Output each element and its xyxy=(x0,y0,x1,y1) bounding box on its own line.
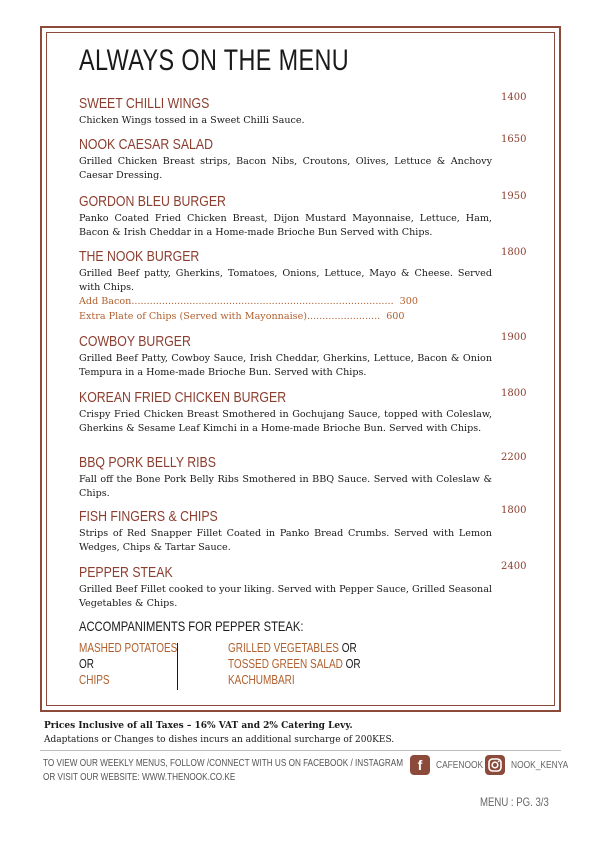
item-description: Grilled Beef Fillet cooked to your liking. Served with Pepper Sauce, Grilled Seasonal Vegetables & Chips. xyxy=(79,584,492,609)
visit-note xyxy=(43,756,403,784)
item-description: Strips of Red Snapper Fillet Coated in Panko Bread Crumbs. Served with Lemon Wedges, Chips & Tartar Sauce. xyxy=(79,528,492,553)
item-addon xyxy=(79,310,492,325)
item-description: Grilled Beef Patty, Cowboy Sauce, Irish Cheddar, Gherkins, Lettuce, Bacon & Onion Tempura in a Home-made Brioche Bun. Served with Chips. xyxy=(79,353,492,378)
menu-item xyxy=(79,193,492,240)
menu-item xyxy=(79,136,492,183)
item-name: BBQ PORK BELLY RIBS xyxy=(79,454,216,471)
item-description: Grilled Chicken Breast strips, Bacon Nibs, Croutons, Olives, Lettuce & Anchovy Caesar Dressing. xyxy=(79,156,492,181)
addon-price: 300 xyxy=(399,296,418,307)
item-price: 1650 xyxy=(501,134,527,145)
item-name: THE NOOK BURGER xyxy=(79,248,200,265)
or-label: OR xyxy=(345,657,361,671)
menu-item xyxy=(79,333,492,380)
visit-line-1: TO VIEW OUR WEEKLY MENUS, FOLLOW /CONNECT WITH US ON FACEBOOK / INSTAGRAM xyxy=(43,757,404,769)
item-name: KOREAN FRIED CHICKEN BURGER xyxy=(79,389,287,406)
item-price: 2400 xyxy=(501,561,527,572)
or-label: OR xyxy=(341,641,357,655)
item-price: 1800 xyxy=(501,247,527,258)
facebook-icon: f xyxy=(410,755,430,775)
accompaniment-option: TOSSED GREEN SALAD xyxy=(228,657,343,671)
item-description: Grilled Beef patty, Gherkins, Tomatoes, Onions, Lettuce, Mayo & Cheese. Served with Chips. xyxy=(79,268,492,293)
accompaniments-divider xyxy=(177,643,178,690)
addon-label: Add Bacon xyxy=(79,296,132,307)
item-description: Panko Coated Fried Chicken Breast, Dijon Mustard Mayonnaise, Lettuce, Ham, Bacon & Irish Cheddar in a Home-made Brioche Bun Served with Chips. xyxy=(79,213,492,238)
menu-item xyxy=(79,389,492,436)
menu-item xyxy=(79,454,492,501)
item-name: NOOK CAESAR SALAD xyxy=(79,136,213,153)
item-name: GORDON BLEU BURGER xyxy=(79,193,226,210)
item-description: Chicken Wings tossed in a Sweet Chilli Sauce. xyxy=(79,115,305,126)
accompaniment-option: MASHED POTATOES xyxy=(79,641,178,655)
item-price: 1800 xyxy=(501,388,527,399)
accompaniment-option: GRILLED VEGETABLES xyxy=(228,641,339,655)
addon-price: 600 xyxy=(386,310,405,322)
page-title: ALWAYS ON THE MENU xyxy=(79,44,350,77)
accompaniment-option: CHIPS xyxy=(79,673,110,687)
facebook-link[interactable] xyxy=(410,755,495,775)
item-description: Fall off the Bone Pork Belly Ribs Smothered in BBQ Sauce. Served with Coleslaw & Chips. xyxy=(79,474,492,499)
footer-divider xyxy=(40,750,561,751)
page-number: MENU : PG. 3/3 xyxy=(480,795,549,809)
accompaniments-right xyxy=(228,640,361,688)
instagram-icon xyxy=(485,755,505,775)
item-name: FISH FINGERS & CHIPS xyxy=(79,508,218,525)
item-addon xyxy=(79,295,492,310)
addon-label: Extra Plate of Chips (Served with Mayonnaise) xyxy=(79,310,307,322)
item-price: 1400 xyxy=(501,92,527,103)
adaptations-note: Adaptations or Changes to dishes incurs an additional surcharge of 200KES. xyxy=(44,735,395,745)
item-name: COWBOY BURGER xyxy=(79,333,191,350)
accompaniment-option: KACHUMBARI xyxy=(228,673,295,687)
instagram-link[interactable] xyxy=(485,755,583,775)
visit-line-2[interactable]: OR VISIT OUR WEBSITE: WWW.THENOOK.CO.KE xyxy=(43,771,236,783)
item-price: 2200 xyxy=(501,452,527,463)
accompaniments-left xyxy=(79,640,177,688)
item-name: SWEET CHILLI WINGS xyxy=(79,95,210,112)
taxes-note: Prices Inclusive of all Taxes – 16% VAT and 2% Catering Levy. xyxy=(44,721,353,731)
menu-item xyxy=(79,95,492,128)
menu-item xyxy=(79,248,492,324)
facebook-handle: CAFENOOK xyxy=(436,759,484,771)
item-price: 1950 xyxy=(501,191,527,202)
menu-item xyxy=(79,508,492,555)
addon-leader: ........................ xyxy=(307,310,381,322)
or-label: OR xyxy=(79,657,94,671)
menu-item xyxy=(79,564,492,611)
item-price: 1900 xyxy=(501,332,527,343)
addon-leader: ...................................................................................... xyxy=(131,296,394,307)
accompaniments-title: ACCOMPANIMENTS FOR PEPPER STEAK: xyxy=(79,618,304,634)
item-price: 1800 xyxy=(501,505,527,516)
instagram-handle: NOOK_KENYA xyxy=(511,759,569,771)
item-description: Crispy Fried Chicken Breast Smothered in Gochujang Sauce, topped with Coleslaw, Gherkins & Sesame Leaf Kimchi in a Home-made Brioche Bun. Served with Chips. xyxy=(79,409,492,434)
item-name: PEPPER STEAK xyxy=(79,564,173,581)
